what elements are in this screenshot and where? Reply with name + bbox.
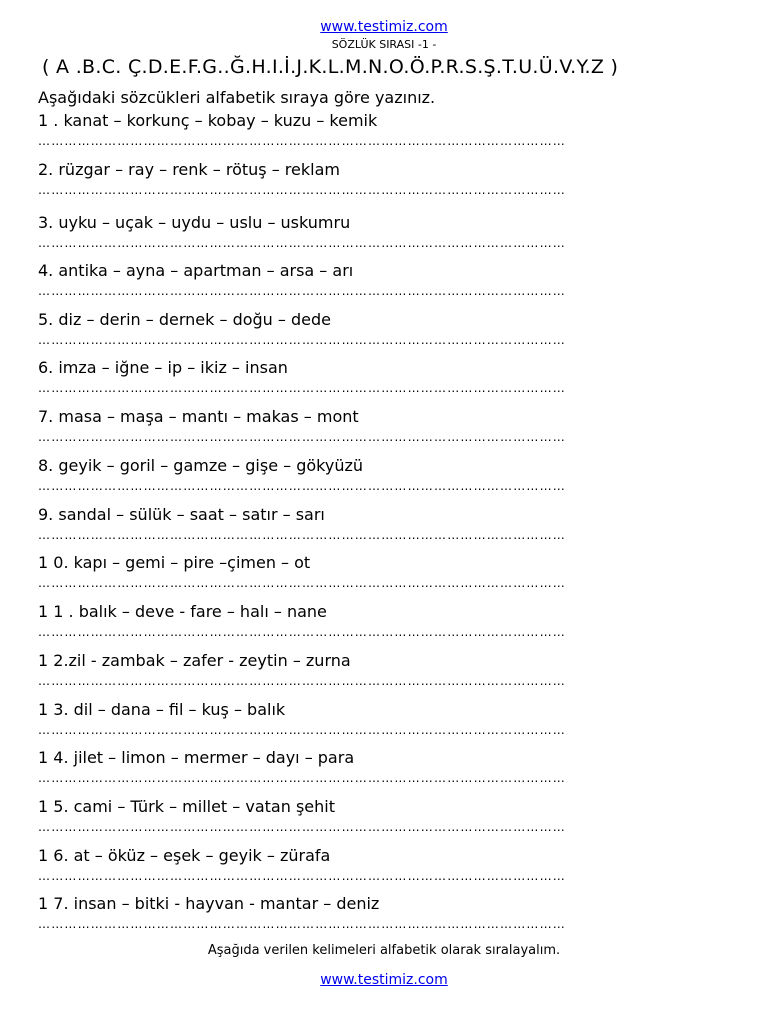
answer-line[interactable]: …………………………………………………………………………………………………………	[38, 530, 566, 540]
question-text: 3. uyku – uçak – uydu – uslu – uskumru	[38, 213, 351, 232]
footer-instruction: Aşağıda verilen kelimeleri alfabetik olarak sıralayalım.	[207, 943, 561, 958]
question-item	[38, 502, 728, 540]
answer-line[interactable]: …………………………………………………………………………………………………………	[38, 871, 566, 881]
question-text: 1 1 . balık – deve - fare – halı – nane	[38, 602, 327, 621]
question-item	[38, 108, 728, 146]
answer-line[interactable]: …………………………………………………………………………………………………………	[38, 432, 566, 442]
question-text: 4. antika – ayna – apartman – arsa – arı	[38, 261, 354, 280]
question-text: 1 3. dil – dana – fil – kuş – balık	[38, 700, 286, 719]
question-item	[38, 794, 728, 832]
question-text: 1 5. cami – Türk – millet – vatan şehit	[38, 797, 335, 816]
answer-line[interactable]: …………………………………………………………………………………………………………	[38, 578, 566, 588]
question-item	[38, 891, 728, 929]
question-text: 1 6. at – öküz – eşek – geyik – zürafa	[38, 846, 331, 865]
alphabet-line: ( A .B.C. Ç.D.E.F.G..Ğ.H.I.İ.J.K.L.M.N.O.Ö.P.R.S.Ş.T.U.Ü.V.Y.Z )	[42, 56, 619, 78]
answer-line[interactable]: …………………………………………………………………………………………………………	[38, 136, 566, 146]
answer-line[interactable]: …………………………………………………………………………………………………………	[38, 822, 566, 832]
question-item	[38, 210, 728, 248]
question-item	[38, 157, 728, 195]
question-item	[38, 599, 728, 637]
answer-line[interactable]: …………………………………………………………………………………………………………	[38, 773, 566, 783]
answer-line[interactable]: …………………………………………………………………………………………………………	[38, 627, 566, 637]
question-text: 6. imza – iğne – ip – ikiz – insan	[38, 358, 288, 377]
question-text: 8. geyik – goril – gamze – gişe – gökyüzü	[38, 456, 363, 475]
question-text: 1 . kanat – korkunç – kobay – kuzu – kemik	[38, 111, 378, 130]
answer-line[interactable]: …………………………………………………………………………………………………………	[38, 383, 566, 393]
question-item	[38, 550, 728, 588]
answer-line[interactable]: …………………………………………………………………………………………………………	[38, 919, 566, 929]
question-item	[38, 648, 728, 686]
instruction-text: Aşağıdaki sözcükleri alfabetik sıraya göre yazınız.	[38, 88, 436, 107]
question-text: 1 4. jilet – limon – mermer – dayı – para	[38, 748, 355, 767]
top-website-link[interactable]: www.testimiz.com	[320, 19, 448, 35]
answer-line[interactable]: …………………………………………………………………………………………………………	[38, 335, 566, 345]
worksheet-subtitle: SÖZLÜK SIRASI -1 -	[331, 38, 437, 51]
question-item	[38, 745, 728, 783]
question-item	[38, 697, 728, 735]
answer-line[interactable]: …………………………………………………………………………………………………………	[38, 238, 566, 248]
question-item	[38, 453, 728, 491]
answer-line[interactable]: …………………………………………………………………………………………………………	[38, 481, 566, 491]
bottom-website-link[interactable]: www.testimiz.com	[320, 972, 448, 988]
question-text: 9. sandal – sülük – saat – satır – sarı	[38, 505, 325, 524]
question-text: 7. masa – maşa – mantı – makas – mont	[38, 407, 359, 426]
question-item	[38, 404, 728, 442]
question-text: 2. rüzgar – ray – renk – rötuş – reklam	[38, 160, 340, 179]
answer-line[interactable]: …………………………………………………………………………………………………………	[38, 676, 566, 686]
answer-line[interactable]: …………………………………………………………………………………………………………	[38, 725, 566, 735]
question-item	[38, 355, 728, 393]
question-text: 1 7. insan – bitki - hayvan - mantar – deniz	[38, 894, 380, 913]
question-item	[38, 307, 728, 345]
answer-line[interactable]: …………………………………………………………………………………………………………	[38, 185, 566, 195]
question-text: 1 0. kapı – gemi – pire –çimen – ot	[38, 553, 311, 572]
question-item	[38, 843, 728, 881]
answer-line[interactable]: …………………………………………………………………………………………………………	[38, 286, 566, 296]
question-item	[38, 258, 728, 296]
question-text: 5. diz – derin – dernek – doğu – dede	[38, 310, 331, 329]
question-text: 1 2.zil - zambak – zafer - zeytin – zurna	[38, 651, 351, 670]
